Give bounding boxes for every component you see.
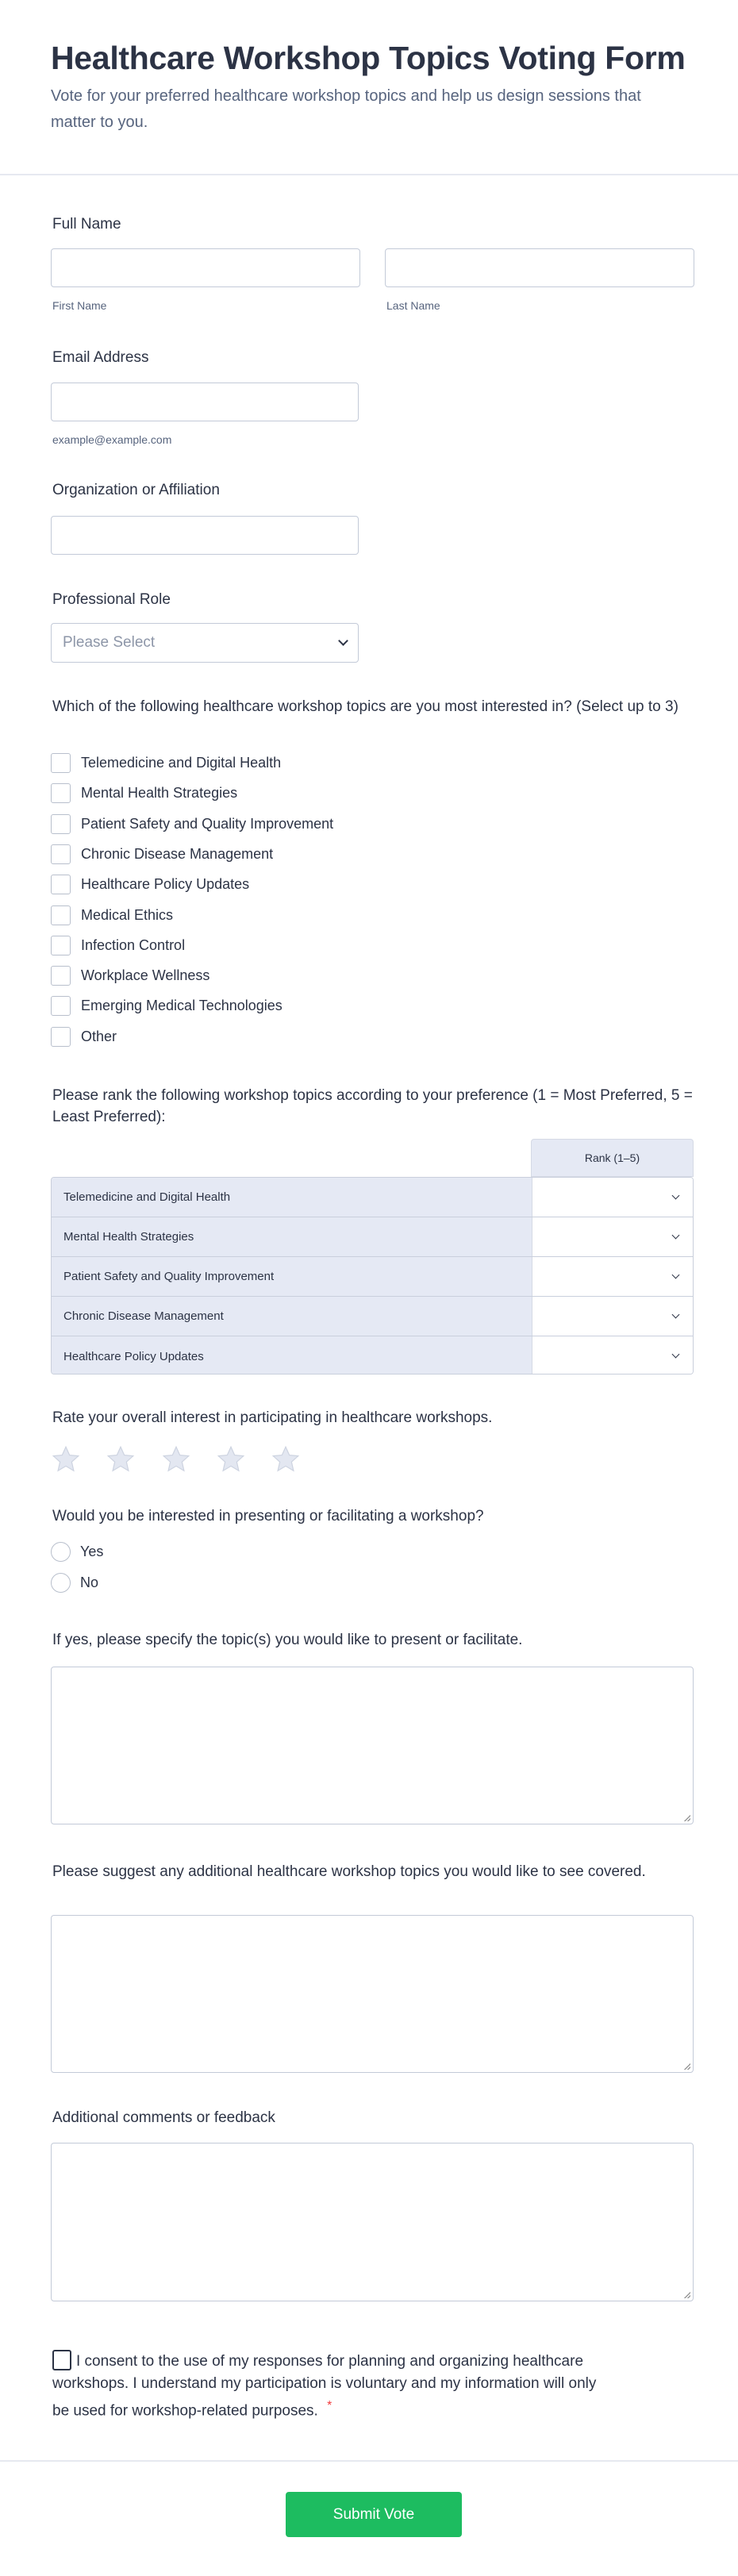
topic-option[interactable] [51,905,173,925]
checkbox[interactable] [51,875,71,894]
topic-option[interactable] [51,966,209,986]
chevron-down-icon [672,1191,680,1199]
rank-select[interactable] [532,1257,693,1296]
topic-option[interactable] [51,753,281,773]
rating-star-icon[interactable] [106,1445,135,1474]
presenting-option[interactable] [51,1573,98,1593]
topic-option[interactable] [51,814,333,834]
ranking-row [52,1178,693,1217]
topic-option[interactable] [51,875,249,894]
ranking-row [52,1217,693,1257]
rank-select[interactable] [532,1336,693,1375]
topics-label: Which of the following healthcare workshop topics are you most interested in? (Select up to 3) [52,698,678,715]
rating-star-icon[interactable] [271,1445,300,1474]
chevron-down-icon [672,1231,680,1239]
role-select[interactable] [51,623,359,663]
resize-handle-icon[interactable] [684,2063,690,2070]
role-label: Professional Role [52,591,171,608]
presenting-label: Would you be interested in presenting or facilitating a workshop? [52,1508,484,1524]
radio-button[interactable] [51,1542,71,1562]
comments-textarea[interactable] [51,2143,694,2301]
ranking-row-label: Telemedicine and Digital Health [52,1178,532,1217]
rating-label: Rate your overall interest in participating in healthcare workshops. [52,1409,493,1426]
topic-option-label: Mental Health Strategies [81,785,238,802]
topic-option[interactable] [51,936,185,955]
checkbox[interactable] [51,814,71,834]
presenting-option-label: Yes [80,1544,104,1559]
topic-option-label: Infection Control [81,936,186,953]
chevron-down-icon [672,1310,680,1318]
checkbox[interactable] [51,844,71,864]
header-divider [0,174,738,175]
email-hint: example@example.com [52,433,172,446]
consent-field [52,2350,600,2422]
checkbox[interactable] [51,783,71,803]
checkbox[interactable] [51,996,71,1016]
topic-option-label: Chronic Disease Management [81,845,274,862]
checkbox[interactable] [51,753,71,773]
first-name-sublabel: First Name [52,299,107,312]
page-title: Healthcare Workshop Topics Voting Form [51,40,686,76]
present-topics-textarea[interactable] [51,1667,694,1824]
topic-option-label: Medical Ethics [81,906,174,923]
consent-text: I consent to the use of my responses for planning and organizing healthcare workshops. I understand my participation is voluntary and my information will only be used for workshop-related purposes. [52,2353,597,2420]
topic-option-label: Telemedicine and Digital Health [81,755,282,771]
presenting-option[interactable] [51,1542,103,1562]
last-name-input[interactable] [385,248,694,287]
topic-option[interactable] [51,844,273,864]
radio-button[interactable] [51,1573,71,1593]
first-name-input[interactable] [51,248,360,287]
ranking-row [52,1336,693,1375]
resize-handle-icon[interactable] [684,1815,690,1821]
topic-option[interactable] [51,783,237,803]
rank-select[interactable] [532,1297,693,1336]
rating-star-icon[interactable] [52,1445,80,1474]
rating-star-icon[interactable] [162,1445,190,1474]
rank-select[interactable] [532,1217,693,1256]
organization-input[interactable] [51,516,359,555]
chevron-down-icon [672,1351,680,1359]
email-label: Email Address [52,349,149,366]
checkbox[interactable] [51,936,71,955]
consent-checkbox[interactable] [52,2350,71,2370]
chevron-down-icon [338,636,348,646]
chevron-down-icon [672,1271,680,1278]
topic-option[interactable] [51,1027,117,1047]
ranking-label: Please rank the following workshop topics according to your preference (1 = Most Preferred, 5 = Least Preferred): [52,1087,693,1125]
organization-label: Organization or Affiliation [52,482,220,498]
ranking-row-label: Patient Safety and Quality Improvement [52,1257,532,1296]
present-topics-label: If yes, please specify the topic(s) you would like to present or facilitate. [52,1632,523,1648]
topic-option-label: Healthcare Policy Updates [81,876,250,893]
footer-divider [0,2460,738,2462]
checkbox[interactable] [51,905,71,925]
presenting-option-label: No [80,1574,99,1590]
ranking-table [51,1177,694,1375]
page-subtitle: Vote for your preferred healthcare workshop topics and help us design sessions that matter to you. [51,87,641,131]
ranking-row [52,1257,693,1297]
role-select-value: Please Select [63,634,156,651]
topic-option-label: Patient Safety and Quality Improvement [81,815,334,832]
ranking-row-label: Healthcare Policy Updates [52,1336,532,1375]
checkbox[interactable] [51,966,71,986]
ranking-row-label: Mental Health Strategies [52,1217,532,1256]
rating-star-icon[interactable] [217,1445,245,1474]
comments-label: Additional comments or feedback [52,2109,275,2126]
rank-column-header: Rank (1–5) [531,1139,694,1177]
topic-option[interactable] [51,996,283,1016]
last-name-sublabel: Last Name [386,299,440,312]
suggest-textarea[interactable] [51,1915,694,2073]
email-input[interactable] [51,383,359,421]
required-mark: * [327,2399,332,2413]
ranking-row [52,1297,693,1336]
topic-option-label: Emerging Medical Technologies [81,998,283,1014]
topic-option-label: Workplace Wellness [81,967,210,984]
suggest-label: Please suggest any additional healthcare workshop topics you would like to see covered. [52,1863,646,1880]
checkbox[interactable] [51,1027,71,1047]
submit-vote-button[interactable]: Submit Vote [286,2492,462,2537]
resize-handle-icon[interactable] [684,2292,690,2298]
rank-select[interactable] [532,1178,693,1217]
ranking-row-label: Chronic Disease Management [52,1297,532,1336]
full-name-label: Full Name [52,216,121,233]
topic-option-label: Other [81,1028,117,1044]
